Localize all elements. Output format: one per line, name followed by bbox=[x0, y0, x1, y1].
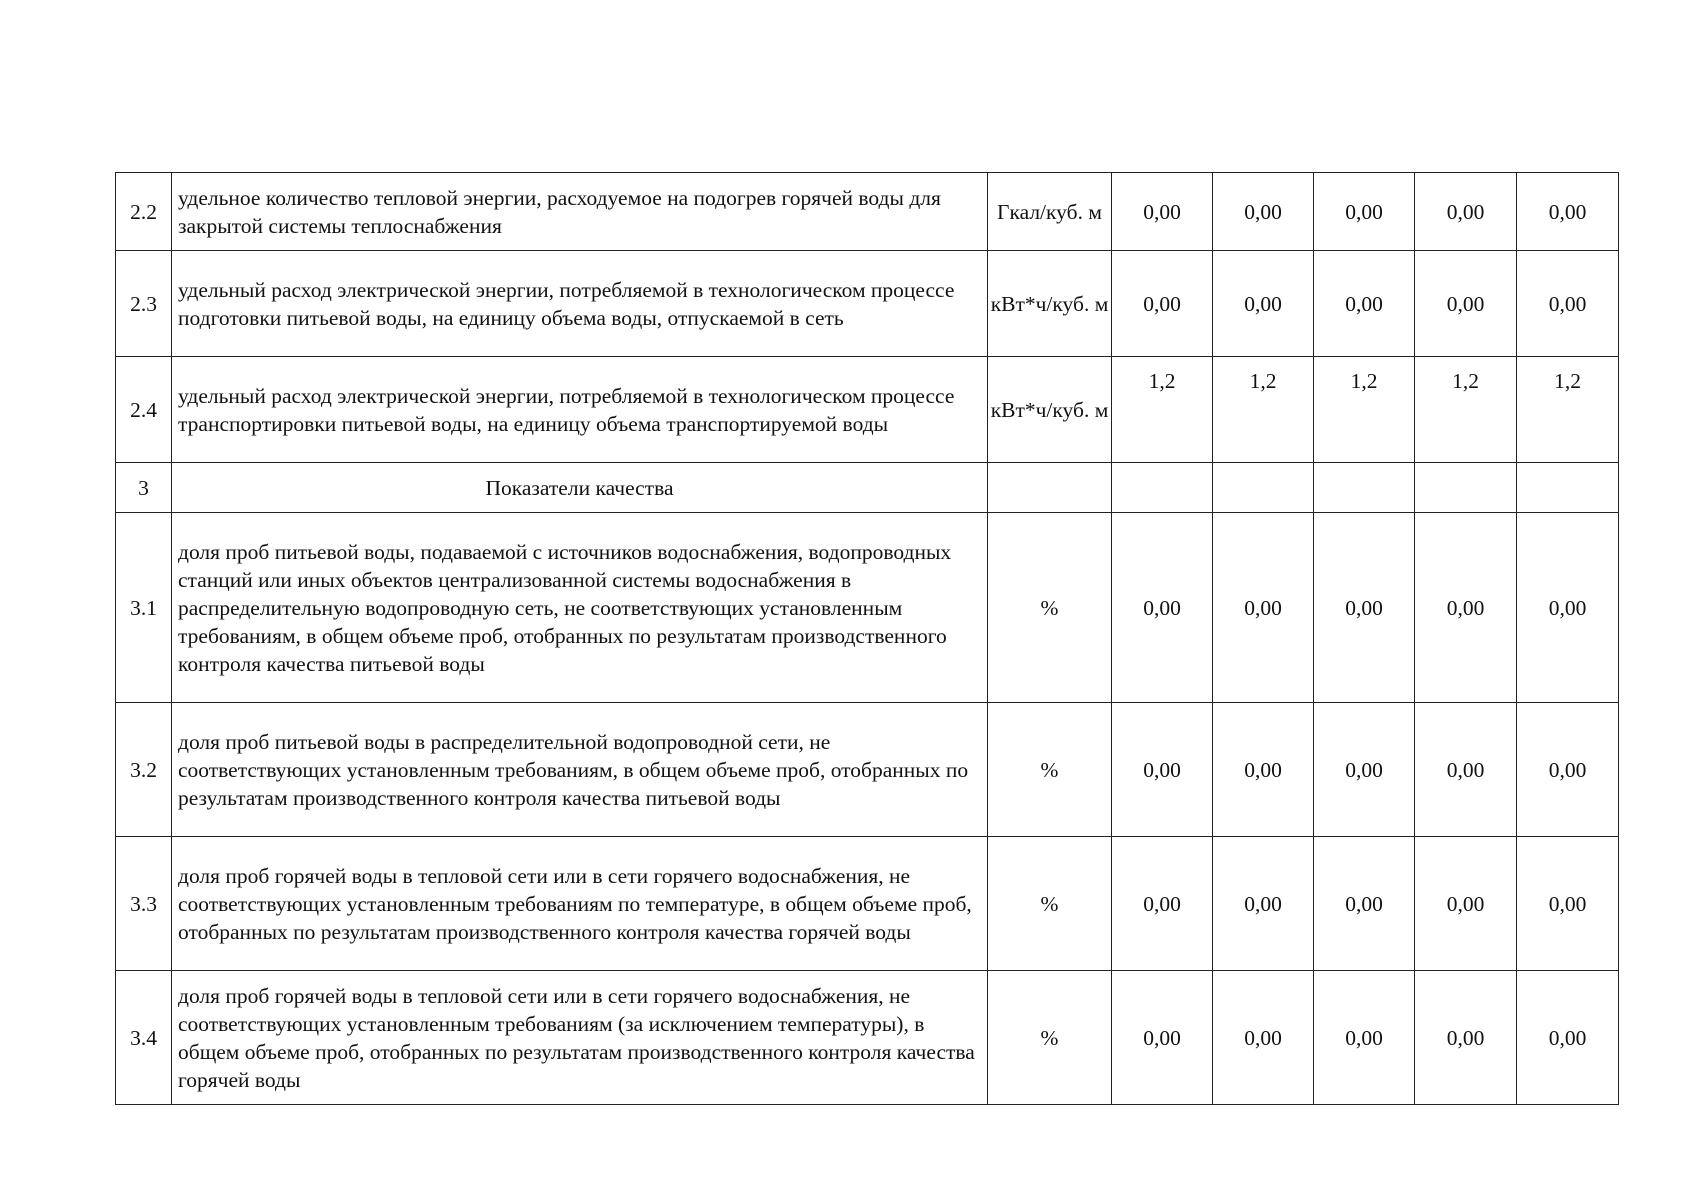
value-cell: 0,00 bbox=[1517, 971, 1619, 1105]
unit-cell: Гкал/куб. м bbox=[988, 173, 1112, 251]
value-cell: 0,00 bbox=[1517, 251, 1619, 357]
row-number: 3.2 bbox=[116, 703, 172, 837]
row-number: 3.3 bbox=[116, 837, 172, 971]
table-row bbox=[116, 703, 1619, 837]
value-cell: 0,00 bbox=[1213, 173, 1314, 251]
unit-cell: кВт*ч/куб. м bbox=[988, 251, 1112, 357]
value-cell: 0,00 bbox=[1112, 251, 1213, 357]
section-row bbox=[116, 463, 1619, 513]
row-number: 3.1 bbox=[116, 513, 172, 703]
table-row bbox=[116, 173, 1619, 251]
value-cell: 0,00 bbox=[1415, 837, 1517, 971]
value-cell: 1,2 bbox=[1415, 357, 1517, 463]
value-cell: 0,00 bbox=[1415, 703, 1517, 837]
value-cell: 0,00 bbox=[1112, 173, 1213, 251]
value-cell: 0,00 bbox=[1112, 971, 1213, 1105]
value-cell: 0,00 bbox=[1415, 251, 1517, 357]
table-row bbox=[116, 513, 1619, 703]
value-cell: 0,00 bbox=[1314, 837, 1415, 971]
table-row bbox=[116, 251, 1619, 357]
table-row bbox=[116, 971, 1619, 1105]
row-number: 3.4 bbox=[116, 971, 172, 1105]
unit-cell: % bbox=[988, 513, 1112, 703]
value-cell: 0,00 bbox=[1213, 703, 1314, 837]
table-row bbox=[116, 357, 1619, 463]
indicator-text: удельный расход электрической энергии, потребляемой в технологическом процессе транспортировки питьевой воды, на единицу объема транспортируемой воды bbox=[172, 357, 988, 463]
value-cell: 0,00 bbox=[1112, 703, 1213, 837]
value-cell: 0,00 bbox=[1415, 513, 1517, 703]
unit-cell bbox=[988, 463, 1112, 513]
row-number: 2.2 bbox=[116, 173, 172, 251]
unit-cell: кВт*ч/куб. м bbox=[988, 357, 1112, 463]
indicator-text: доля проб питьевой воды, подаваемой с источников водоснабжения, водопроводных станций или иных объектов централизованной системы водоснабжения в распределительную водопроводную сеть, не соответствующих установленным требованиям, в общем объеме проб, отобранных по результатам производственного контроля качества питьевой воды bbox=[172, 513, 988, 703]
value-cell: 0,00 bbox=[1517, 173, 1619, 251]
table-row bbox=[116, 837, 1619, 971]
unit-cell: % bbox=[988, 971, 1112, 1105]
value-cell: 0,00 bbox=[1112, 837, 1213, 971]
value-cell: 0,00 bbox=[1314, 513, 1415, 703]
section-title: Показатели качества bbox=[172, 463, 988, 513]
value-cell: 1,2 bbox=[1314, 357, 1415, 463]
value-cell bbox=[1112, 463, 1213, 513]
value-cell: 1,2 bbox=[1112, 357, 1213, 463]
indicator-text: удельный расход электрической энергии, потребляемой в технологическом процессе подготовки питьевой воды, на единицу объема воды, отпускаемой в сеть bbox=[172, 251, 988, 357]
indicator-text: доля проб горячей воды в тепловой сети или в сети горячего водоснабжения, не соответствующих установленным требованиям (за исключением температуры), в общем объеме проб, отобранных по результатам производственного контроля качества горячей воды bbox=[172, 971, 988, 1105]
value-cell: 0,00 bbox=[1213, 251, 1314, 357]
value-cell: 1,2 bbox=[1213, 357, 1314, 463]
value-cell: 0,00 bbox=[1517, 837, 1619, 971]
value-cell: 0,00 bbox=[1517, 513, 1619, 703]
value-cell: 0,00 bbox=[1517, 703, 1619, 837]
unit-cell: % bbox=[988, 703, 1112, 837]
value-cell: 0,00 bbox=[1415, 173, 1517, 251]
value-cell: 0,00 bbox=[1314, 251, 1415, 357]
value-cell: 0,00 bbox=[1314, 971, 1415, 1105]
indicator-text: доля проб питьевой воды в распределительной водопроводной сети, не соответствующих установленным требованиям, в общем объеме проб, отобранных по результатам производственного контроля качества питьевой воды bbox=[172, 703, 988, 837]
value-cell: 1,2 bbox=[1517, 357, 1619, 463]
row-number: 3 bbox=[116, 463, 172, 513]
row-number: 2.4 bbox=[116, 357, 172, 463]
indicator-text: доля проб горячей воды в тепловой сети или в сети горячего водоснабжения, не соответствующих установленным требованиям по температуре, в общем объеме проб, отобранных по результатам производственного контроля качества горячей воды bbox=[172, 837, 988, 971]
value-cell: 0,00 bbox=[1213, 513, 1314, 703]
indicators-table bbox=[115, 172, 1619, 1105]
value-cell: 0,00 bbox=[1314, 703, 1415, 837]
indicator-text: удельное количество тепловой энергии, расходуемое на подогрев горячей воды для закрытой системы теплоснабжения bbox=[172, 173, 988, 251]
value-cell bbox=[1415, 463, 1517, 513]
unit-cell: % bbox=[988, 837, 1112, 971]
value-cell: 0,00 bbox=[1314, 173, 1415, 251]
value-cell bbox=[1517, 463, 1619, 513]
value-cell: 0,00 bbox=[1112, 513, 1213, 703]
value-cell bbox=[1213, 463, 1314, 513]
value-cell bbox=[1314, 463, 1415, 513]
value-cell: 0,00 bbox=[1213, 971, 1314, 1105]
value-cell: 0,00 bbox=[1415, 971, 1517, 1105]
row-number: 2.3 bbox=[116, 251, 172, 357]
value-cell: 0,00 bbox=[1213, 837, 1314, 971]
